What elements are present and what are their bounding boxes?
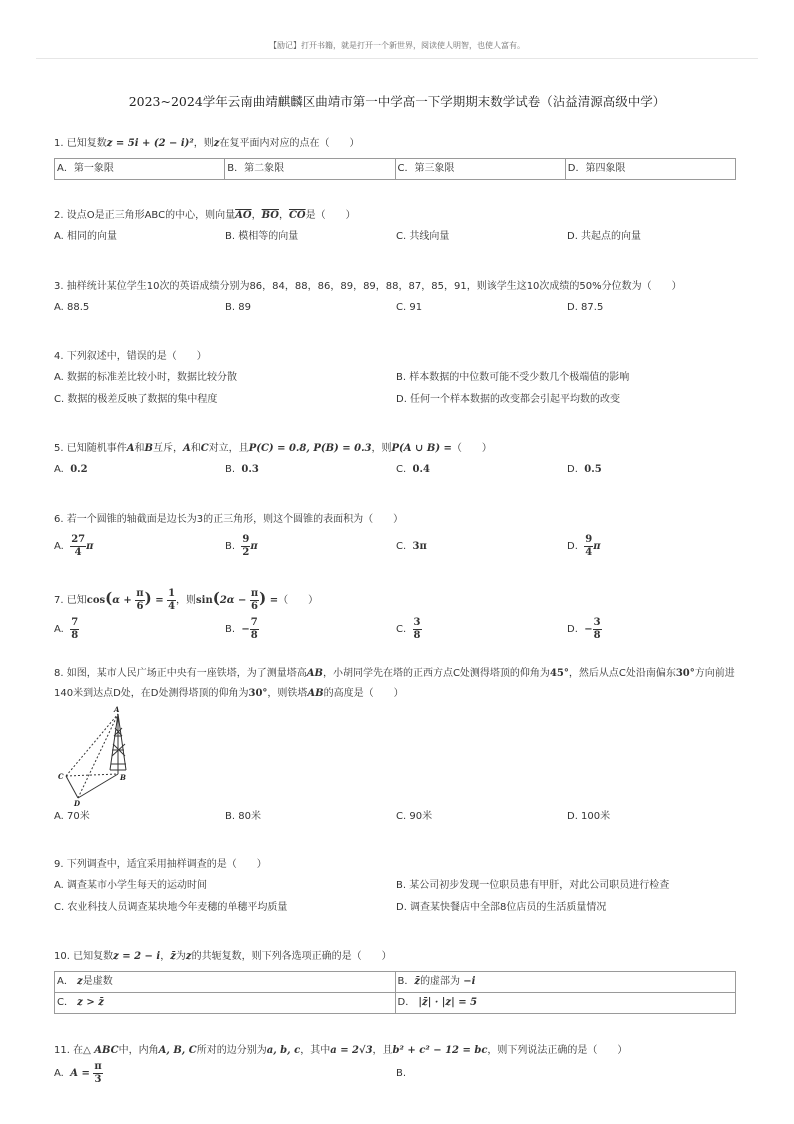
question-6-stem: 6. 若一个圆锥的轴截面是边长为3的正三角形，则这个圆锥的表面积为（ ） — [54, 514, 404, 525]
line-cb — [66, 774, 118, 776]
option-a[interactable]: A. $\frac{7}{8}$ — [54, 616, 79, 641]
question-11-options — [54, 1059, 736, 1089]
question-8-options-wrap — [54, 808, 736, 826]
question-9 — [54, 857, 736, 917]
option-b[interactable]: B. 89 — [225, 302, 251, 313]
option-b[interactable]: B. — [396, 1068, 407, 1079]
option-c[interactable]: C． z > z̄ — [57, 997, 104, 1008]
question-5-options — [54, 461, 736, 479]
math-expression: P(A ∪ B) = — [391, 443, 452, 454]
option-b[interactable]: B．z̄的虚部为 −i — [395, 972, 736, 992]
header-divider — [36, 58, 758, 59]
question-5-stem: 5. 已知随机事件A和B互斥，A和C对立，且P(C) = 0.8, P(B) = 0.3，则P(A ∪ B) =（ ） — [54, 443, 492, 454]
vector-bo: $\overline{BO}$ — [261, 210, 279, 221]
tower-diagram — [54, 704, 144, 808]
question-6 — [54, 512, 736, 562]
option-c[interactable]: C. 91 — [396, 302, 423, 313]
option-a[interactable]: A. 70米 — [54, 811, 90, 822]
question-4-options-row-2 — [54, 391, 736, 409]
question-1-options — [54, 158, 736, 180]
option-a[interactable]: A． z是虚数 — [57, 976, 113, 987]
fraction: $\frac{27}{4}$ — [71, 533, 86, 558]
option-b[interactable]: B. $\frac{9}{2}$ π — [225, 533, 258, 558]
label-c: C — [58, 772, 64, 781]
fraction: $\frac{9}{4}$ — [585, 533, 593, 558]
option-a[interactable]: A. 0.2 — [54, 464, 88, 475]
option-a[interactable]: A. 数据的标准差比较小时，数据比较分散 — [54, 372, 238, 383]
fraction: $\frac{9}{2}$ — [242, 533, 250, 558]
option-d[interactable]: D. 调查某快餐店中全部8位店员的生活质量情况 — [396, 902, 607, 913]
fraction: $\frac{7}{8}$ — [71, 616, 79, 641]
label-b: B — [120, 773, 126, 782]
question-7-options — [54, 615, 736, 645]
option-c[interactable]: C. 农业科技人员调查某块地今年麦穗的单穗平均质量 — [54, 902, 288, 913]
option-c[interactable]: C. 90米 — [396, 811, 433, 822]
page-title: 2023~2024学年云南曲靖麒麟区曲靖市第一中学高一下学期期末数学试卷（沾益清源高级中学） — [128, 94, 666, 109]
question-7 — [54, 584, 736, 645]
question-4 — [54, 349, 736, 409]
question-6-options — [54, 532, 736, 562]
option-a[interactable]: A. $\frac{27}{4}$ π — [54, 533, 94, 558]
fraction: $\frac{7}{8}$ — [250, 616, 258, 641]
tower-figure — [54, 704, 144, 811]
question-1 — [54, 136, 736, 180]
option-b[interactable]: B. 0.3 — [225, 464, 259, 475]
option-c[interactable]: C. 数据的极差反映了数据的集中程度 — [54, 394, 218, 405]
question-7-stem: 7. 已知cos(α + $\frac{\pi}{6}$ ) = $\frac{1}{4}$ ，则sin(2α − $\frac{\pi}{6}$ ) =（ ） — [54, 587, 319, 612]
question-3-stem: 3. 抽样统计某位学生10次的英语成绩分别为86，84，88，86，89，89，88，87，85，91，则该学生这10次成绩的50%分位数为（ ） — [54, 281, 682, 292]
option-c[interactable]: C. $\frac{3}{8}$ — [396, 616, 421, 641]
option-b[interactable]: B. 80米 — [225, 811, 261, 822]
question-8-options — [54, 808, 736, 826]
question-9-options-row-2 — [54, 899, 736, 917]
question-2-stem: 2. 设点O是正三角形ABC的中心，则向量$\overline{AO}$，$\overline{BO}$，$\overline{CO}$是（ ） — [54, 210, 356, 221]
question-8 — [54, 664, 736, 704]
option-d[interactable]: D. 100米 — [567, 811, 611, 822]
question-11-stem: 11. 在△ ABC中，内角A, B, C所对的边分别为a, b, c，其中a = 2√3，且b² + c² − 12 = bc，则下列说法正确的是（ ） — [54, 1045, 628, 1056]
line-cd — [66, 776, 78, 798]
question-2-options — [54, 228, 736, 246]
question-10 — [54, 949, 736, 1014]
math-expression: z = 2 − i — [113, 951, 161, 962]
option-c[interactable]: C. 0.4 — [396, 464, 430, 475]
tower-right-edge — [118, 714, 126, 770]
option-b[interactable]: B. 样本数据的中位数可能不受少数几个极端值的影响 — [396, 372, 630, 383]
label-a: A — [114, 705, 120, 714]
option-d[interactable]: D. 0.5 — [567, 464, 602, 475]
math-expression: P(C) = 0.8, P(B) = 0.3 — [248, 443, 372, 454]
option-b[interactable]: B. 模相等的向量 — [225, 231, 299, 242]
fraction: $\frac{\pi}{6}$ — [136, 587, 144, 612]
question-2 — [54, 208, 736, 246]
option-d[interactable]: D. 任何一个样本数据的改变都会引起平均数的改变 — [396, 394, 621, 405]
option-d[interactable]: D． |z̄| · |z| = 5 — [395, 993, 736, 1013]
question-8-stem: 8. 如图，某市人民广场正中央有一座铁塔，为了测量塔高AB，小胡同学先在塔的正西方点C处测得塔顶的仰角为45°，然后从点C处沿南偏东30°方向前进140米到达点D处，在D处测得塔顶的仰角为30°，则铁塔AB的高度是（ ） — [54, 668, 735, 699]
question-3 — [54, 279, 736, 317]
option-d[interactable]: D. 87.5 — [567, 302, 604, 313]
option-d[interactable]: D．第四象限 — [565, 159, 735, 179]
fraction: $\frac{\pi}{3}$ — [94, 1060, 102, 1085]
option-b[interactable]: B. − $\frac{7}{8}$ — [225, 616, 258, 641]
math-expression: z = 5i + (2 − i)² — [106, 138, 194, 149]
option-b[interactable]: B. 某公司初步发现一位职员患有甲肝，对此公司职员进行检查 — [396, 880, 670, 891]
question-4-stem: 4. 下列叙述中，错误的是（ ） — [54, 351, 207, 362]
option-d[interactable]: D. − $\frac{3}{8}$ — [567, 616, 601, 641]
question-1-stem: 1. 已知复数z = 5i + (2 − i)²，则z在复平面内对应的点在（ ） — [54, 138, 360, 149]
question-10-options — [54, 971, 736, 1014]
vector-ao: $\overline{AO}$ — [235, 210, 252, 221]
fraction: $\frac{3}{8}$ — [413, 616, 421, 641]
question-4-options-row-1 — [54, 369, 736, 387]
header-note: 【励记】打开书籍，就是打开一个新世界，阅读使人明智，也使人富有。 — [269, 41, 525, 50]
option-c[interactable]: C．第三象限 — [395, 159, 565, 179]
option-c[interactable]: C. 3π — [396, 541, 427, 552]
vector-co: $\overline{CO}$ — [288, 210, 306, 221]
question-5 — [54, 441, 736, 479]
question-9-stem: 9. 下列调查中，适宜采用抽样调查的是（ ） — [54, 859, 267, 870]
option-a[interactable]: A. 88.5 — [54, 302, 90, 313]
option-b[interactable]: B．第二象限 — [224, 159, 394, 179]
question-9-options-row-1 — [54, 877, 736, 895]
math-expression: b² + c² − 12 = bc — [392, 1045, 488, 1056]
option-d[interactable]: D. 共起点的向量 — [567, 231, 642, 242]
question-3-options — [54, 299, 736, 317]
option-a[interactable]: A. A = $\frac{\pi}{3}$ — [54, 1060, 102, 1085]
fraction: $\frac{3}{8}$ — [593, 616, 601, 641]
option-d[interactable]: D. $\frac{9}{4}$ π — [567, 533, 601, 558]
option-a[interactable]: A. 调查某市小学生每天的运动时间 — [54, 880, 208, 891]
option-a[interactable]: A．第一象限 — [57, 163, 114, 174]
fraction: $\frac{1}{4}$ — [168, 587, 176, 612]
math-expression: a = 2√3 — [330, 1045, 373, 1056]
option-a[interactable]: A. 相同的向量 — [54, 231, 118, 242]
question-11 — [54, 1043, 736, 1089]
question-10-stem: 10. 已知复数z = 2 − i，z̄为z的共轭复数，则下列各选项正确的是（ ） — [54, 951, 392, 962]
fraction: $\frac{\pi}{6}$ — [250, 587, 259, 612]
option-c[interactable]: C. 共线向量 — [396, 231, 450, 242]
tower-left-edge — [110, 714, 118, 770]
label-d: D — [74, 799, 81, 808]
